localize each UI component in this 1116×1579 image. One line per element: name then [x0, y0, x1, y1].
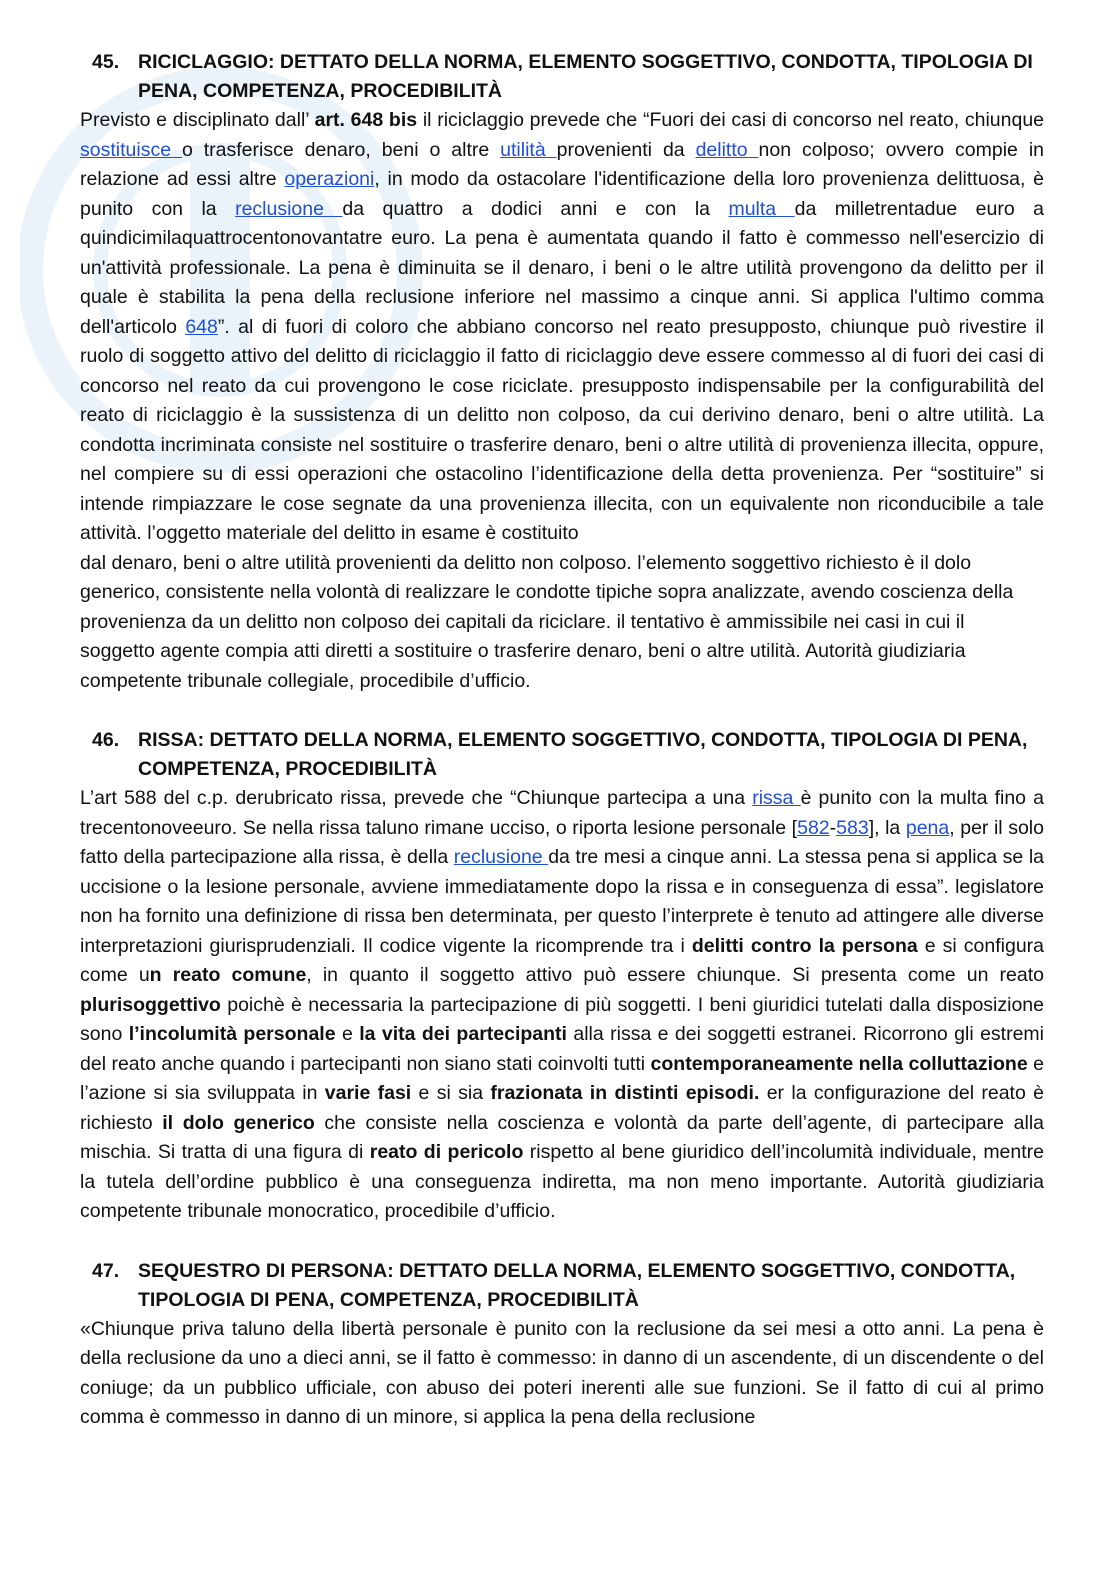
- text-run: -: [829, 816, 837, 839]
- text-run: , per il solo fatto della partecipazione alla rissa, è della: [80, 816, 1044, 868]
- text-run: e l’azione si sia sviluppata in: [80, 1052, 1044, 1104]
- link-648[interactable]: 648: [185, 315, 218, 338]
- bold-term: varie fasi: [324, 1082, 412, 1104]
- link-multa[interactable]: multa: [728, 197, 795, 220]
- section-47-number: 47.: [92, 1259, 120, 1282]
- link-reclusione[interactable]: reclusione: [453, 846, 549, 868]
- text-run: ”. al di fuori di coloro che abbiano concorso nel reato presupposto, chiunque può rivestire il ruolo di soggetto attivo del delitto di riciclaggio il fatto di riciclaggio deve essere commesso al di fuori dei casi di concorso nel reato da cui provengono le cose riciclate. presupposto indispensabile per la configurabilità del reato di riciclaggio è la sussistenza di un delitto non colposo, da cui derivino denaro, beni o altre utilità. La condotta incriminata consiste nel sostituire o trasferire denaro, beni o altre utilità di provenienza illecita, oppure, nel compiere su di essi operazioni che ostacolino l’identificazione della detta provenienza. Per “sostituire” si intende rimpiazzare le cose segnate da una provenienza illecita, con un equivalente non riconducibile a tale attività. l’oggetto materiale del delitto in esame è costituito: [80, 315, 1044, 544]
- text-run: , in quanto il soggetto attivo può essere chiunque. Si presenta come un reato: [306, 964, 1044, 986]
- link-delitto[interactable]: delitto: [695, 138, 759, 161]
- text-run: che consiste nella coscienza e volontà da parte dell’agente, di partecipare alla mischia. Si tratta di una figura di: [80, 1111, 1044, 1163]
- section-45-paragraph: [80, 106, 1044, 549]
- text-run: L’art 588 del c.p. derubricato rissa, prevede che “Chiunque partecipa a una: [80, 787, 753, 809]
- link-rissa[interactable]: rissa: [752, 787, 801, 809]
- link-sostituisce[interactable]: sostituisce: [80, 138, 182, 161]
- section-46-title: RISSA: DETTATO DELLA NORMA, ELEMENTO SOGGETTIVO, CONDOTTA, TIPOLOGIA DI PENA, COMPETENZA, PROCEDIBILITÀ: [138, 729, 1028, 780]
- text-run: poichè è necessaria la partecipazione di più soggetti. I beni giuridici tutelati dalla disposizione sono: [80, 993, 1044, 1045]
- text-run: Previsto e disciplinato dall’: [80, 109, 315, 131]
- text-run: da tre mesi a cinque anni. La stessa pena si applica se la uccisione o la lesione personale, avviene immediatamente dopo la rissa e in conseguenza di essa”. legislatore non ha fornito una definizione di rissa ben determinata, per questo l’interprete è tenuto ad attingere alle diverse interpretazioni giurisprudenziali. Il codice vigente la ricomprende tra i: [80, 846, 1044, 957]
- text-run: e si sia: [411, 1082, 491, 1104]
- bold-term: l’incolumità personale: [128, 1023, 336, 1045]
- text-run: il riciclaggio prevede che “Fuori dei casi di concorso nel reato, chiunque: [417, 109, 1045, 131]
- text-run: ], la: [868, 816, 906, 839]
- text-run: er la configurazione del reato è richiesto: [80, 1082, 1044, 1134]
- section-47-title: SEQUESTRO DI PERSONA: DETTATO DELLA NORMA, ELEMENTO SOGGETTIVO, CONDOTTA, TIPOLOGIA DI PENA, COMPETENZA, PROCEDIBILITÀ: [138, 1259, 1016, 1311]
- article-reference: art. 648 bis: [314, 109, 418, 131]
- section-45-title: RICICLAGGIO: DETTATO DELLA NORMA, ELEMENTO SOGGETTIVO, CONDOTTA, TIPOLOGIA DI PENA, COMPETENZA, PROCEDIBILITÀ: [138, 51, 1033, 102]
- section-47-paragraph: «Chiunque priva taluno della libertà personale è punito con la reclusione da sei mesi a otto anni. La pena è della reclusione da uno a dieci anni, se il fatto è commesso: in danno di un ascendente, di un discendente o del coniuge; da un pubblico ufficiale, con abuso dei poteri inerenti alle sue funzioni. Se il fatto di cui al primo comma è commesso in danno di un minore, si applica la pena della reclusione: [80, 1317, 1044, 1428]
- section-45-number: 45.: [92, 51, 120, 73]
- link-reclusione[interactable]: reclusione: [235, 197, 343, 220]
- text-run: rispetto al bene giuridico dell’incolumità individuale, mentre la tutela dell’ordine pubblico è una conseguenza indiretta, ma non meno importante. Autorità giudiziaria competente tribunale monocratico, procedibile d’ufficio.: [80, 1141, 1045, 1222]
- section-46-heading: [80, 726, 1044, 784]
- link-operazioni[interactable]: operazioni: [284, 168, 375, 190]
- link-utilita[interactable]: utilità: [500, 138, 557, 161]
- section-47-heading: [80, 1257, 1044, 1315]
- bold-term: il dolo generico: [162, 1111, 315, 1134]
- bold-term: frazionata in distinti episodi.: [490, 1082, 760, 1104]
- bold-term: contemporaneamente nella colluttazione: [650, 1052, 1028, 1075]
- document-content: [80, 48, 1044, 1433]
- bold-term: n reato comune: [149, 964, 307, 986]
- bold-term: plurisoggettivo: [80, 993, 221, 1016]
- text-run: da quattro a dodici anni e con la: [342, 197, 729, 220]
- bold-term: reato di pericolo: [369, 1141, 524, 1163]
- text-run: alla rissa e dei soggetti estranei. Ricorrono gli estremi del reato anche quando i partecipanti non siano stati coinvolti tutti: [80, 1023, 1044, 1075]
- bold-term: la vita dei partecipanti: [359, 1023, 567, 1045]
- text-run: , in modo da ostacolare l'identificazione della loro provenienza delittuosa, è punito con la: [80, 168, 1044, 220]
- spacer: [80, 1227, 1044, 1257]
- link-582[interactable]: 582: [797, 816, 830, 839]
- text-run: o trasferisce denaro, beni o altre: [181, 138, 501, 161]
- section-46-number: 46.: [92, 729, 120, 751]
- text-run: da milletrentadue euro a quindicimilaquattrocentonovantatre euro. La pena è aumentata quando il fatto è commesso nell'esercizio di un'attività professionale. La pena è diminuita se il denaro, i beni o le altre utilità provengono da delitto per il quale è stabilita la pena della reclusione inferiore nel massimo a cinque anni. Si applica l'ultimo comma dell'articolo: [80, 197, 1044, 338]
- bold-term: delitti contro la persona: [691, 934, 918, 957]
- section-45-paragraph-2: dal denaro, beni o altre utilità provenienti da delitto non colposo. l’elemento soggettivo richiesto è il dolo generico, consistente nella volontà di realizzare le condotte tipiche sopra analizzate, avendo coscienza della provenienza da un delitto non colposo dei capitali da riciclare. il tentativo è ammissibile nei casi in cui il soggetto agente compia atti diretti a sostituire o trasferire denaro, beni o altre utilità. Autorità giudiziaria competente tribunale collegiale, procedibile d’ufficio.: [80, 551, 1014, 692]
- section-46-paragraph: [80, 784, 1044, 1227]
- text-run: non colposo; ovvero compie in relazione ad essi altre: [80, 138, 1044, 190]
- link-pena[interactable]: pena: [905, 816, 950, 839]
- text-run: è punito con la multa fino a trecentonoveeuro. Se nella rissa taluno rimane ucciso, o riporta lesione personale [: [80, 787, 1044, 839]
- link-583[interactable]: 583: [836, 816, 869, 839]
- text-run: provenienti da: [556, 138, 696, 161]
- spacer: [80, 696, 1044, 726]
- text-run: e: [335, 1023, 360, 1045]
- text-run: e si configura come u: [80, 934, 1044, 986]
- section-45-heading: [80, 48, 1044, 106]
